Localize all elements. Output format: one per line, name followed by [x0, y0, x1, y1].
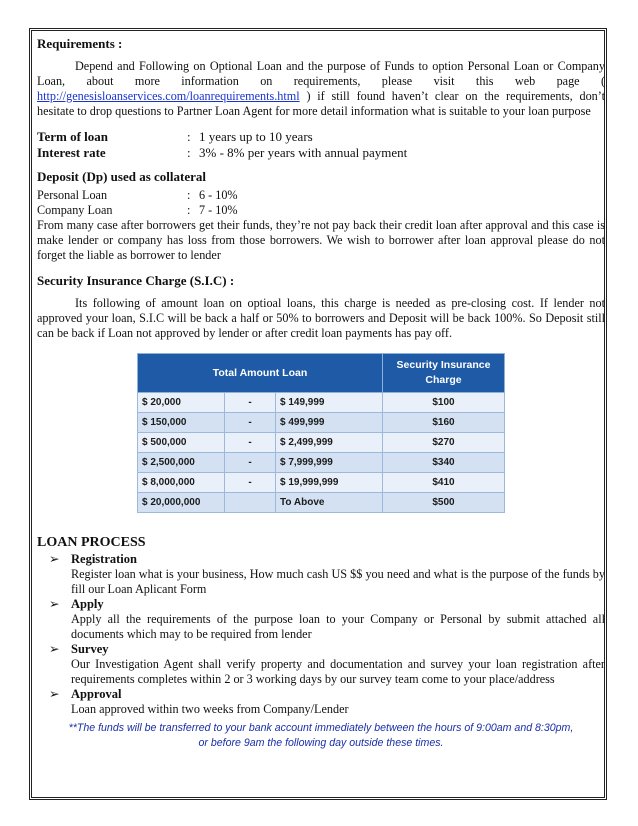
- deposit-heading: Deposit (Dp) used as collateral: [37, 169, 206, 184]
- list-item: [49, 642, 605, 687]
- deposit-company-value: 7 - 10%: [199, 203, 238, 217]
- sic-paragraph: Its following of amount loan on optioal loans, this charge is needed as pre-closing cost. If lender not approved your loan, S.I.C will be back a half or 50% to borrowers and Deposit will be back 100%. So Deposit still can be back if Loan not approved by lender or after credit loan payments has pay off.: [37, 296, 605, 340]
- list-item: [49, 552, 605, 597]
- arrow-bullet-icon: ➢: [49, 597, 60, 611]
- arrow-bullet-icon: ➢: [49, 552, 60, 566]
- transfer-note: [37, 721, 605, 751]
- charge: $270: [383, 433, 505, 453]
- deposit-personal-row: [37, 188, 605, 203]
- table-row: [138, 473, 505, 493]
- loan-max: $ 499,999: [276, 413, 383, 433]
- deposit-personal-sep: :: [187, 188, 191, 202]
- interest-sep: :: [187, 145, 191, 160]
- loan-min: $ 20,000: [138, 393, 225, 413]
- header-security-insurance-charge: Security Insurance Charge: [383, 354, 505, 393]
- loan-max: $ 149,999: [276, 393, 383, 413]
- transfer-note-line1: **The funds will be transferred to your bank account immediately between the hours of 9:00am and 8:30pm,: [68, 722, 574, 734]
- transfer-note-line2: or before 9am the following day outside these times.: [198, 737, 444, 749]
- table-row: [138, 393, 505, 413]
- table-row: [138, 433, 505, 453]
- link-open: (: [600, 74, 606, 88]
- arrow-bullet-icon: ➢: [49, 642, 60, 656]
- deposit-company-label: Company Loan: [37, 203, 113, 217]
- loan-min: $ 20,000,000: [138, 493, 225, 513]
- charge: $160: [383, 413, 505, 433]
- step-text: Our Investigation Agent shall verify property and documentation and survey your loan registration after requirements completes within 2 or 3 working days by our survey team come to your place/address: [71, 657, 605, 686]
- range-dash: -: [225, 473, 276, 493]
- charge: $100: [383, 393, 505, 413]
- requirements-link[interactable]: http://genesisloanservices.com/loanrequirements.html: [37, 89, 300, 103]
- term-value: 1 years up to 10 years: [199, 129, 313, 144]
- loan-max: $ 2,499,999: [276, 433, 383, 453]
- requirements-heading: Requirements :: [37, 36, 123, 51]
- sic-heading: Security Insurance Charge (S.I.C) :: [37, 273, 235, 288]
- requirements-paragraph: [37, 59, 605, 119]
- loan-max: $ 7,999,999: [276, 453, 383, 473]
- loan-process-heading: LOAN PROCESS: [37, 535, 146, 550]
- table-row: [138, 453, 505, 473]
- deposit-personal-value: 6 - 10%: [199, 188, 238, 202]
- requirements-after-link: ) if still found haven’t clear on the requirements, don’t hesitate to drop questions to Partner Loan Agent for more detail information what is suitable to your loan purpose: [37, 89, 605, 118]
- loan-min: $ 2,500,000: [138, 453, 225, 473]
- list-item: [49, 687, 605, 717]
- step-text: Loan approved within two weeks from Company/Lender: [71, 702, 349, 716]
- range-dash: -: [225, 433, 276, 453]
- deposit-personal-label: Personal Loan: [37, 188, 108, 202]
- table-row: [138, 413, 505, 433]
- term-of-loan-row: [37, 129, 605, 145]
- step-text: Register loan what is your business, How much cash US $$ you need and what is the purpose of the funds by fill our Loan Aplicant Form: [71, 567, 605, 596]
- step-title: Registration: [71, 552, 137, 566]
- arrow-bullet-icon: ➢: [49, 687, 60, 701]
- requirements-intro: Depend and Following on Optional Loan and the purpose of Funds to option Personal Loan or Company Loan, about more information on requirements, please visit this web page: [37, 59, 605, 88]
- interest-value: 3% - 8% per years with annual payment: [199, 145, 408, 160]
- loan-process-list: [49, 552, 605, 717]
- loan-min: $ 150,000: [138, 413, 225, 433]
- interest-rate-row: [37, 145, 605, 161]
- charge: $340: [383, 453, 505, 473]
- range-dash: [225, 493, 276, 513]
- step-title: Apply: [71, 597, 104, 611]
- loan-max: $ 19,999,999: [276, 473, 383, 493]
- charge: $410: [383, 473, 505, 493]
- range-dash: -: [225, 453, 276, 473]
- sic-table: [137, 353, 505, 513]
- deposit-company-row: [37, 203, 605, 218]
- interest-label: Interest rate: [37, 145, 106, 160]
- sic-table-header-row: [138, 354, 505, 393]
- table-row: [138, 493, 505, 513]
- range-dash: -: [225, 413, 276, 433]
- loan-max: To Above: [276, 493, 383, 513]
- header-total-amount-loan: Total Amount Loan: [138, 354, 383, 393]
- step-title: Survey: [71, 642, 109, 656]
- deposit-paragraph: From many case after borrowers get their funds, they’re not pay back their credit loan after approval and this case is make lender or company has loss from those borrowers. We wish to borrower after loan approval please do not forget the liable as borrower to lender: [37, 218, 605, 262]
- list-item: [49, 597, 605, 642]
- step-title: Approval: [71, 687, 122, 701]
- step-text: Apply all the requirements of the purpose loan to your Company or Personal by submit attached all documents which may to be required from lender: [71, 612, 605, 641]
- loan-min: $ 8,000,000: [138, 473, 225, 493]
- term-sep: :: [187, 129, 191, 144]
- deposit-company-sep: :: [187, 203, 191, 217]
- term-label: Term of loan: [37, 129, 109, 144]
- range-dash: -: [225, 393, 276, 413]
- loan-min: $ 500,000: [138, 433, 225, 453]
- charge: $500: [383, 493, 505, 513]
- document-body: [37, 36, 605, 751]
